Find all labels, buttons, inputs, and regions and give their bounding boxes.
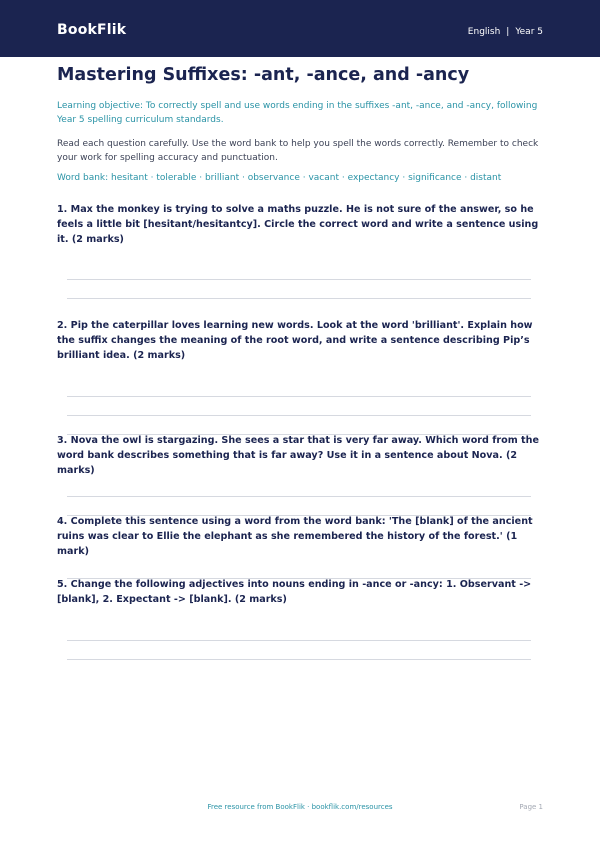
subject-year-label — [468, 27, 543, 37]
answer-line[interactable] — [67, 434, 531, 435]
question-5: 5. Change the following adjectives into nouns ending in -ance or -ancy: 1. Observant -> [blank], 2. Expectant -> [blank]. (2 marks) — [57, 579, 532, 605]
footer-credit[interactable]: Free resource from BookFlik · bookflik.com/resources — [207, 803, 393, 811]
year-label: Year 5 — [515, 27, 543, 37]
question-1: 1. Max the monkey is trying to solve a maths puzzle. He is not sure of the answer, so he feels a little bit [hesitant/hesitantcy]. Circle the correct word and write a sentence using it. (2 marks) — [57, 204, 539, 245]
answer-line[interactable] — [67, 496, 531, 497]
question-4: 4. Complete this sentence using a word from the word bank: 'The [blank] of the ancient ruins was clear to Ellie the elephant as she remembered the history of the forest.' (1 mark) — [57, 516, 533, 557]
answer-line[interactable] — [67, 415, 531, 416]
answer-line[interactable] — [67, 279, 531, 280]
answer-line[interactable] — [67, 640, 531, 641]
answer-line[interactable] — [67, 396, 531, 397]
learning-objective: Learning objective: To correctly spell and use words ending in the suffixes -ant, -ance, and -ancy, following Year 5 spelling curriculum standards. — [57, 101, 538, 125]
answer-line[interactable] — [67, 578, 531, 579]
answer-line[interactable] — [67, 515, 531, 516]
page-header — [0, 0, 600, 57]
answer-line[interactable] — [67, 298, 531, 299]
page-title: Mastering Suffixes: -ant, -ance, and -ancy — [57, 65, 470, 85]
question-2: 2. Pip the caterpillar loves learning new words. Look at the word 'brilliant'. Explain how the suffix changes the meaning of the root word, and write a sentence describing Pip’s brilliant idea. (2 marks) — [57, 320, 533, 361]
brand-logo[interactable]: BookFlik — [57, 22, 127, 38]
answer-line[interactable] — [67, 659, 531, 660]
subject-label: English — [467, 27, 501, 37]
word-bank: Word bank: hesitant · tolerable · brilliant · observance · vacant · expectancy · significance · distant — [57, 173, 502, 183]
instructions-text: Read each question carefully. Use the word bank to help you spell the words correctly. Remember to check your work for spelling accuracy and punctuation. — [57, 139, 539, 163]
question-3: 3. Nova the owl is stargazing. She sees a star that is very far away. Which word from the word bank describes something that is far away? Use it in a sentence about Nova. (2 marks) — [57, 435, 539, 476]
page-number: Page 1 — [519, 803, 543, 811]
meta-separator: | — [506, 27, 510, 37]
